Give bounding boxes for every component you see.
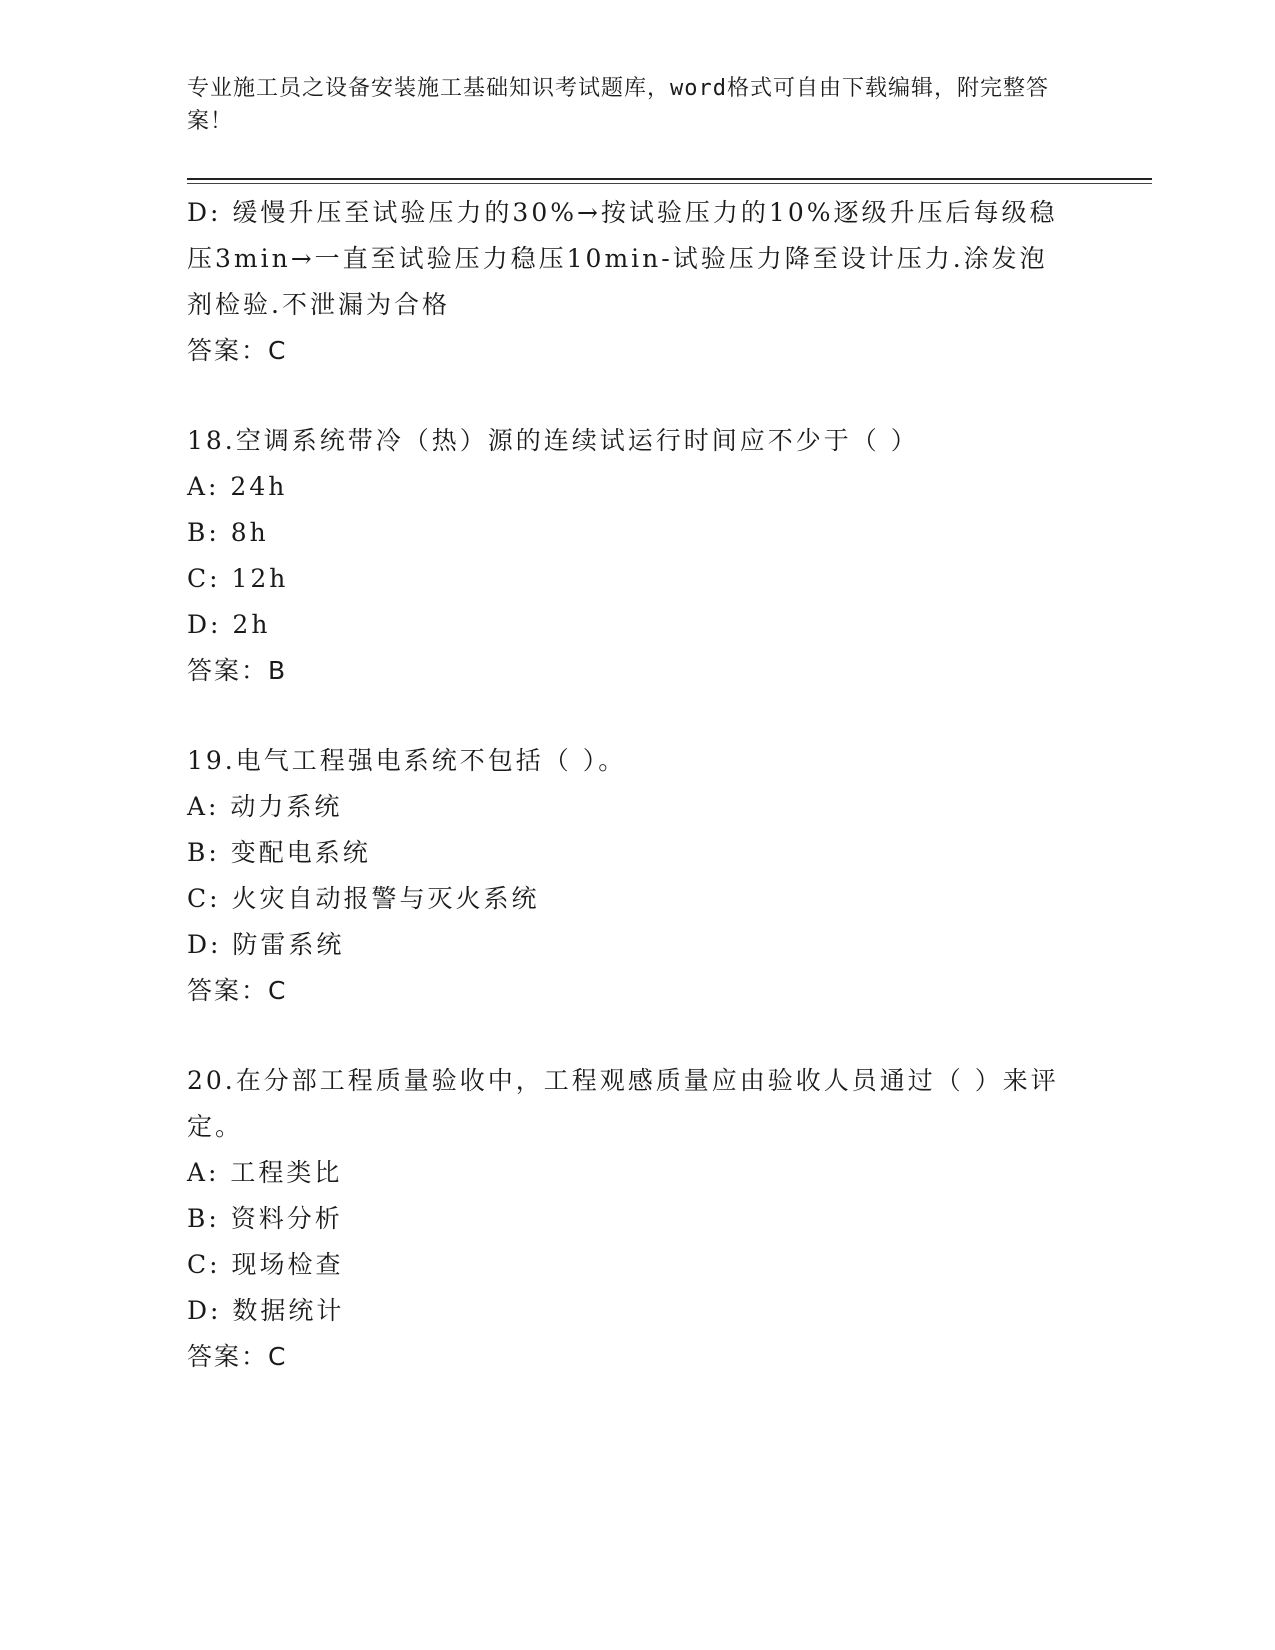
header-divider-thick [187,178,1152,180]
option-a: A: 动力系统 [187,792,343,821]
option-c: C: 12h [187,564,289,593]
option-a: A: 工程类比 [187,1158,343,1187]
option-b: B: 8h [187,518,269,547]
question-text: 19.电气工程强电系统不包括（ ）。 [187,746,627,775]
answer-line: 答案：C [187,336,288,365]
answer-line: 答案：B [187,656,288,685]
question-text: 18.空调系统带冷（热）源的连续试运行时间应不少于（ ） [187,426,919,455]
document-header: 专业施工员之设备安装施工基础知识考试题库，word格式可自由下载编辑，附完整答案！ [187,76,1049,134]
answer-line: 答案：C [187,976,288,1005]
document-body [187,190,1067,1380]
header-divider-thin [187,183,1152,184]
question-20 [187,1058,1067,1380]
option-d: D: 数据统计 [187,1296,345,1325]
question-19 [187,738,1067,1014]
option-d: D: 防雷系统 [187,930,345,959]
option-c: C: 火灾自动报警与灭火系统 [187,884,540,913]
option-b: B: 资料分析 [187,1204,343,1233]
option-d: D: 缓慢升压至试验压力的30%→按试验压力的10%逐级升压后每级稳压3min→一直至试验压力稳压10min-试验压力降至设计压力.涂发泡剂检验.不泄漏为合格 [187,198,1058,319]
option-a: A: 24h [187,472,288,501]
previous-question-tail [187,190,1067,374]
option-c: C: 现场检查 [187,1250,344,1279]
question-text: 20.在分部工程质量验收中，工程观感质量应由验收人员通过（ ）来评定。 [187,1066,1059,1141]
answer-line: 答案：C [187,1342,288,1371]
question-18 [187,418,1067,694]
option-b: B: 变配电系统 [187,838,371,867]
option-d: D: 2h [187,610,271,639]
